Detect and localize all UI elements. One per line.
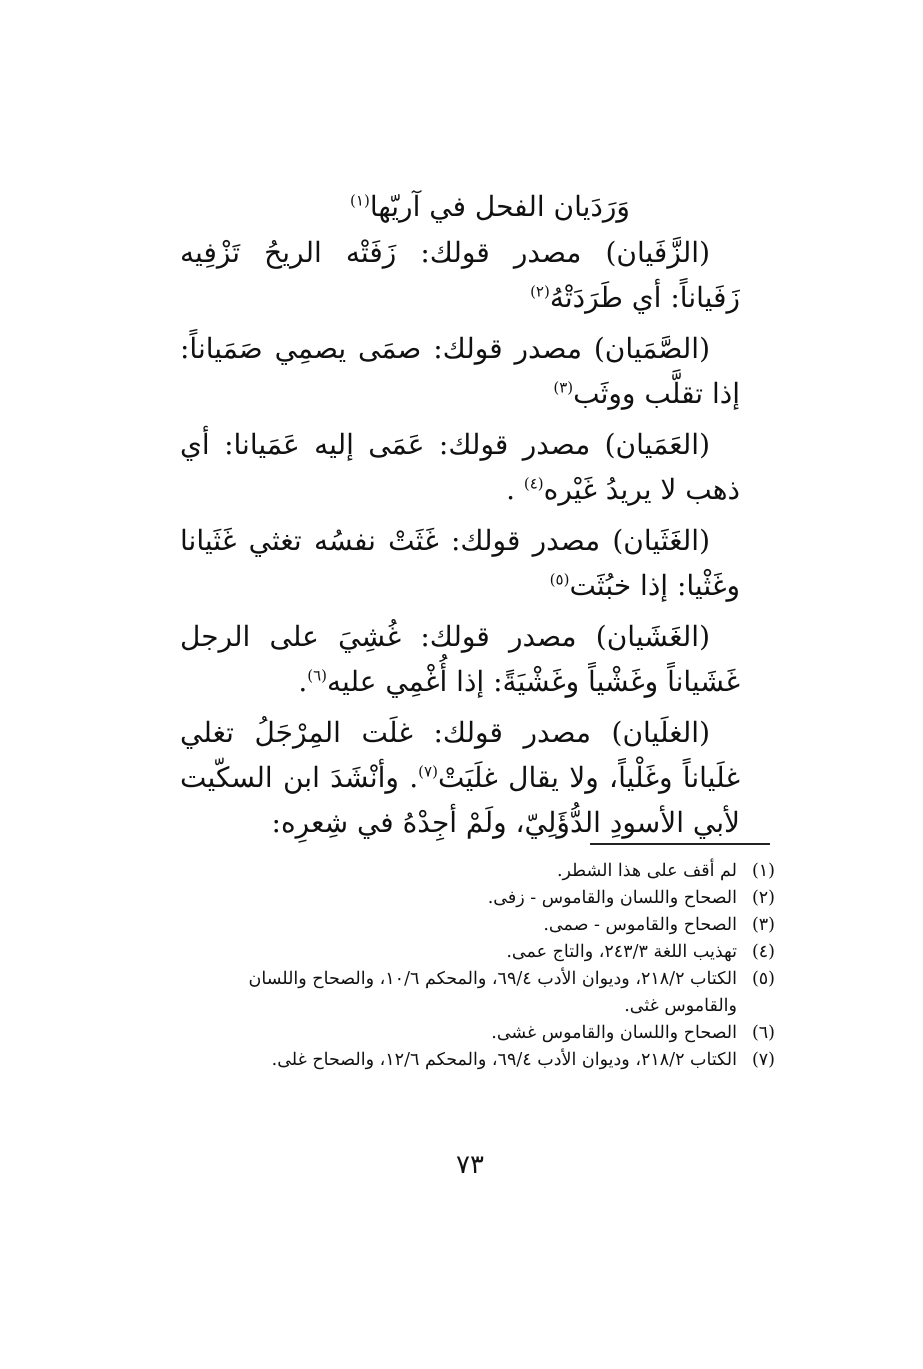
footnote-text: لم أقف على هذا الشطر. bbox=[556, 861, 737, 881]
verse-line bbox=[340, 183, 640, 231]
paragraph-text: (الغَشَيان) مصدر قولك: غُشِيَ على الرجل غَشَياناً وغَشْياً وغَشْيَةً: إذا أُغْمِي عليه bbox=[180, 620, 740, 698]
footnote bbox=[175, 1020, 775, 1047]
footnote-marker: (٥) bbox=[549, 570, 570, 589]
page-number: ٧٣ bbox=[456, 1150, 484, 1180]
paragraph-text: (الصَّمَيان) مصدر قولك: صمَى يصمِي صَمَياناً: إذا تقلَّب ووثَب bbox=[180, 332, 740, 410]
footnote bbox=[175, 966, 775, 1020]
paragraph-tail: . bbox=[506, 473, 524, 506]
footnote-text: الصحاح واللسان والقاموس غشى. bbox=[491, 1023, 737, 1043]
footnote bbox=[175, 939, 775, 966]
verse-text: وَرَدَيان الفحل في آريّها bbox=[369, 190, 630, 223]
paragraph bbox=[180, 614, 740, 704]
footnote-marker: (٣) bbox=[553, 378, 574, 397]
paragraph-tail: . وأنْشَدَ ابن السكّيت لأبي الأسودِ الدُّؤَلِيّ، ولَمْ أجِدْهُ في شِعرِه: bbox=[180, 761, 740, 839]
footnote-text: الصحاح واللسان والقاموس - زفى. bbox=[487, 888, 737, 908]
footnote bbox=[175, 885, 775, 912]
verse-footnote-marker: (١) bbox=[350, 191, 370, 210]
paragraph bbox=[180, 422, 740, 512]
footnote-marker: (٤) bbox=[523, 474, 544, 493]
paragraph-text: (الزَّفَيان) مصدر قولك: زَفَتْه الريحُ تَزْفِيه زَفَياناً: أي طَرَدَتْهُ bbox=[180, 236, 740, 314]
footnote-marker: (٦) bbox=[307, 666, 327, 685]
paragraph-text: (العَمَيان) مصدر قولك: عَمَى إليه عَمَيانا: أي ذهب لا يريدُ غَيْره bbox=[180, 428, 740, 506]
footnote-number: (٦) bbox=[751, 1023, 775, 1043]
footnote-number: (٣) bbox=[751, 915, 775, 935]
paragraph bbox=[180, 230, 740, 320]
paragraph bbox=[180, 518, 740, 608]
footnote-marker: (٧) bbox=[418, 762, 438, 781]
footnote bbox=[175, 1047, 775, 1074]
footnotes bbox=[175, 858, 775, 1074]
footnote-number: (١) bbox=[751, 861, 775, 881]
paragraph-tail: . bbox=[298, 665, 308, 698]
paragraph bbox=[180, 326, 740, 416]
footnote-text: الكتاب ٢١٨/٢، وديوان الأدب ٦٩/٤، والمحكم ١٢/٦، والصحاح غلى. bbox=[271, 1050, 737, 1070]
footnote-number: (٤) bbox=[751, 942, 775, 962]
footnote-separator bbox=[590, 843, 770, 845]
footnote-text: تهذيب اللغة ٢٤٣/٣، والتاج عمى. bbox=[506, 942, 737, 962]
footnote bbox=[175, 858, 775, 885]
footnote-number: (٧) bbox=[751, 1050, 775, 1070]
footnote bbox=[175, 912, 775, 939]
paragraph-text: (الغلَيان) مصدر قولك: غلَت المِرْجَلُ تغلي غلَياناً وغَلْياً، ولا يقال غلَيَتْ bbox=[180, 716, 741, 794]
footnote-text: الكتاب ٢١٨/٢، وديوان الأدب ٦٩/٤، والمحكم ١٠/٦، والصحاح واللسان والقاموس غثى. bbox=[248, 969, 737, 1016]
paragraph bbox=[180, 710, 740, 845]
footnote-number: (٢) bbox=[751, 888, 775, 908]
footnote-number: (٥) bbox=[751, 969, 775, 989]
main-text bbox=[180, 230, 740, 845]
footnote-marker: (٢) bbox=[530, 282, 550, 301]
paragraph-text: (الغَثَيان) مصدر قولك: غَثَتْ نفسُه تغثي غَثَيانا وغَثْيا: إذا خبُثَت bbox=[180, 524, 740, 602]
footnote-text: الصحاح والقاموس - صمى. bbox=[543, 915, 737, 935]
